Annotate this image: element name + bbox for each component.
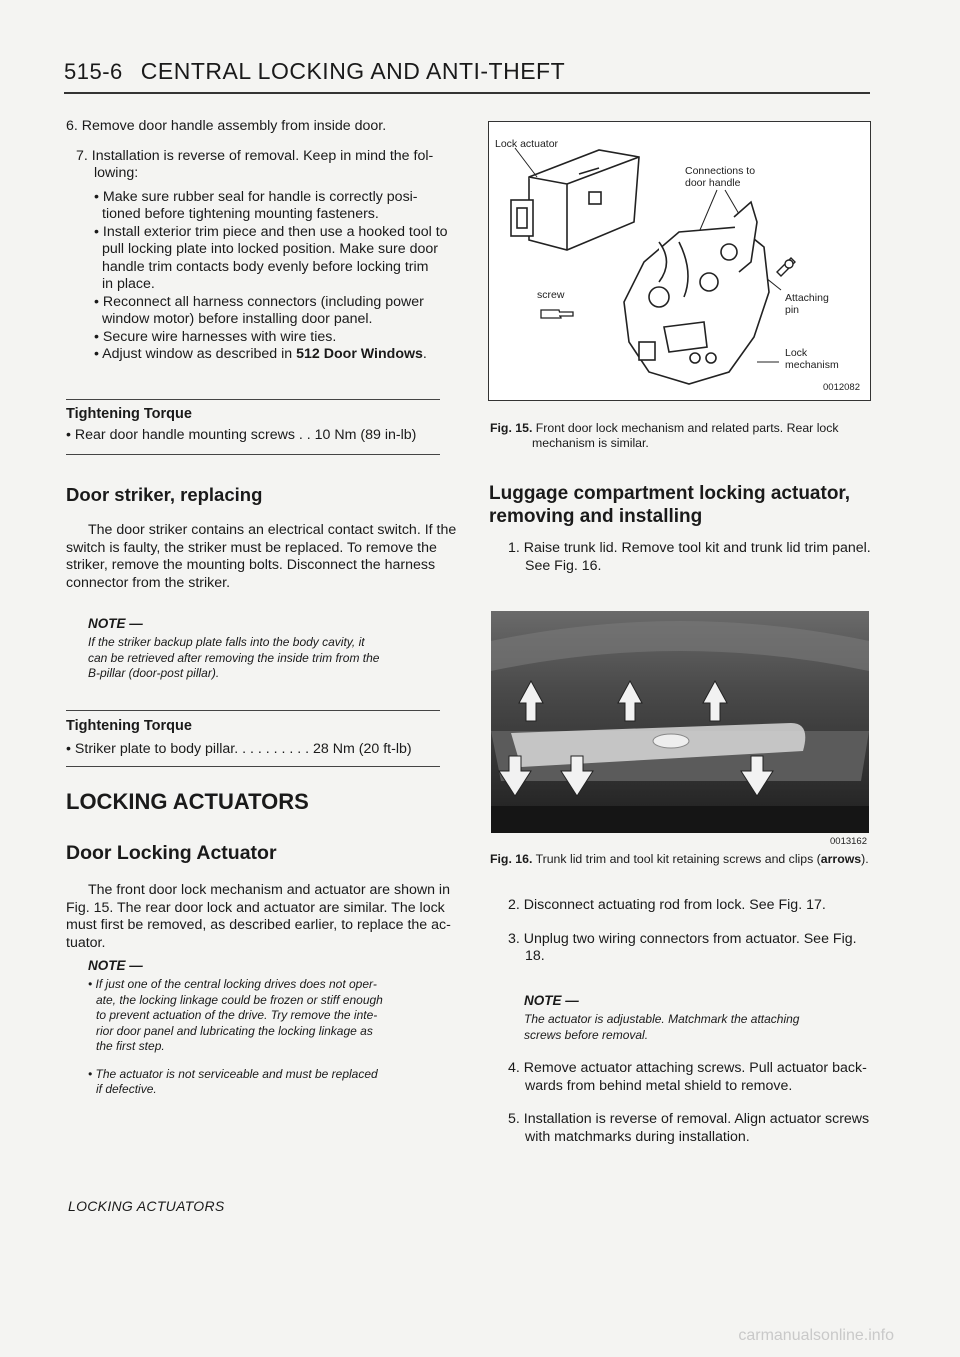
label-lock-line-1: Lock xyxy=(785,347,808,359)
note-2-a-line-3: to prevent actuation of the drive. Try remove the inte- xyxy=(96,1008,378,1022)
right-note-line-1: The actuator is adjustable. Matchmark the attaching xyxy=(524,1012,800,1026)
striker-line-3: striker, remove the mounting bolts. Disconnect the harness xyxy=(66,557,436,573)
figure-15 xyxy=(488,121,871,401)
note-2-a-line-5: the first step. xyxy=(96,1039,165,1053)
figure-16-label: Fig. 16. xyxy=(490,852,533,866)
figure-15-caption-line-2: mechanism is similar. xyxy=(532,436,649,450)
figure-15-caption-text: Front door lock mechanism and related parts. Rear lock xyxy=(532,421,839,435)
torque-2-title: Tightening Torque xyxy=(66,718,192,734)
striker-paragraph xyxy=(66,522,461,592)
page-header xyxy=(64,58,565,85)
torque-1-bottom-rule xyxy=(66,454,440,455)
label-connections-line-1: Connections to xyxy=(685,165,756,177)
striker-line-1: The door striker contains an electrical contact switch. If the xyxy=(88,522,457,538)
note-2-a-line-4: rior door panel and lubricating the locking linkage as xyxy=(96,1023,373,1038)
note-1-line-3: B-pillar (door-post pillar). xyxy=(88,666,220,680)
bullet-5-text: • Adjust window as described in xyxy=(94,346,297,362)
bullet-4: • Secure wire harnesses with wire ties. xyxy=(94,328,337,345)
dla-paragraph xyxy=(66,882,461,952)
figure-16-photo xyxy=(491,611,869,833)
step-3-line-2: 18. xyxy=(525,948,545,964)
torque-1-spec: • Rear door handle mounting screws . . 10 Nm (89 in-lb) xyxy=(66,427,417,443)
step-4-line-2: wards from behind metal shield to remove. xyxy=(525,1077,793,1094)
note-2-a-line-2: ate, the locking linkage could be frozen or stiff enough xyxy=(96,992,383,1007)
removal-steps xyxy=(66,118,456,364)
dla-line-3: must first be removed, as described earlier, to replace the ac- xyxy=(66,917,451,933)
figure-15-code: 0012082 xyxy=(823,382,860,393)
bullet-5-end: . xyxy=(422,346,427,362)
step-5-line-1: 5. Installation is reverse of removal. Align actuator screws xyxy=(508,1111,870,1127)
figure-15-caption-line-1 xyxy=(490,421,872,436)
bullet-2-line-3: handle trim contacts body evenly before locking trim xyxy=(102,258,429,275)
bullet-1-line-2: tioned before tightening mounting fasteners. xyxy=(102,206,379,222)
torque-2-bottom-rule xyxy=(66,766,440,767)
section-heading: LOCKING ACTUATORS xyxy=(66,789,309,814)
dla-line-1: The front door lock mechanism and actuator are shown in xyxy=(88,882,450,898)
step-7-line-2: lowing: xyxy=(94,165,139,181)
dla-line-2: Fig. 15. The rear door lock and actuator are similar. The lock xyxy=(66,899,445,916)
page-number: 515-6 xyxy=(64,59,123,84)
note-1-line-2: can be retrieved after removing the inside trim from the xyxy=(88,650,380,665)
bullet-1-line-1: • Make sure rubber seal for handle is correctly posi- xyxy=(94,188,418,205)
bullet-2-line-2: pull locking plate into locked position. Make sure door xyxy=(102,241,438,257)
step-3-line-1: 3. Unplug two wiring connectors from actuator. See Fig. xyxy=(508,930,857,947)
luggage-heading-line-1: Luggage compartment locking actuator, xyxy=(489,483,851,504)
label-lock-mechanism xyxy=(785,347,839,371)
note-1-line-1: If the striker backup plate falls into the body cavity, it xyxy=(88,635,365,649)
step-5-line-2: with matchmarks during installation. xyxy=(525,1128,750,1145)
label-attaching-line-2: pin xyxy=(785,304,800,316)
figure-15-label: Fig. 15. xyxy=(490,421,533,435)
figure-15-caption xyxy=(490,421,872,451)
figure-16-caption-text: Trunk lid trim and tool kit retaining screws and clips ( xyxy=(532,852,821,866)
striker-heading: Door striker, replacing xyxy=(66,484,263,505)
step-1-line-1: 1. Raise trunk lid. Remove tool kit and trunk lid trim panel. xyxy=(508,540,871,556)
bullet-5-ref: 512 Door Windows xyxy=(296,346,423,362)
note-2-heading: NOTE — xyxy=(88,958,143,973)
bullet-5 xyxy=(66,346,456,364)
right-note-heading: NOTE — xyxy=(524,993,579,1008)
label-connections xyxy=(685,165,755,189)
figure-16-caption-arrows: arrows xyxy=(820,852,862,866)
label-connections-line-2: door handle xyxy=(685,177,741,189)
step-6: 6. Remove door handle assembly from inside door. xyxy=(66,118,387,134)
bullet-3-line-2: window motor) before installing door panel. xyxy=(102,311,373,327)
striker-line-2: switch is faulty, the striker must be replaced. To remove the xyxy=(66,539,437,556)
right-note-line-2: screws before removal. xyxy=(524,1027,649,1042)
step-7-line-1: 7. Installation is reverse of removal. Keep in mind the fol- xyxy=(76,147,434,164)
bullet-3-line-1: • Reconnect all harness connectors (including power xyxy=(94,293,424,310)
note-1-heading: NOTE — xyxy=(88,616,143,631)
label-attaching-line-1: Attaching xyxy=(785,292,829,304)
chapter-title: CENTRAL LOCKING AND ANTI-THEFT xyxy=(140,58,566,84)
right-note-body xyxy=(524,1012,874,1043)
luggage-heading xyxy=(489,482,850,528)
step-2: 2. Disconnect actuating rod from lock. See Fig. 17. xyxy=(508,897,826,913)
step-1-line-2: See Fig. 16. xyxy=(525,557,602,574)
note-1-body xyxy=(88,635,428,682)
watermark: carmanualsonline.info xyxy=(738,1327,894,1344)
step-4-line-1: 4. Remove actuator attaching screws. Pull actuator back- xyxy=(508,1060,867,1076)
torque-2-top-rule xyxy=(66,710,440,711)
note-2-body xyxy=(88,977,428,1098)
figure-16-code: 0013162 xyxy=(830,836,867,847)
torque-1-top-rule xyxy=(66,399,440,400)
luggage-heading-line-2: removing and installing xyxy=(489,506,703,527)
page-footer: LOCKING ACTUATORS xyxy=(68,1198,225,1214)
label-attaching-pin xyxy=(785,292,829,316)
striker-line-4: connector from the striker. xyxy=(66,574,231,591)
luggage-steps-2 xyxy=(508,1060,880,1146)
note-2-a-line-1: • If just one of the central locking drives does not oper- xyxy=(88,977,377,991)
label-lock-line-2: mechanism xyxy=(785,359,839,371)
bullet-2-line-1: • Install exterior trim piece and then use a hooked tool to xyxy=(94,223,448,240)
luggage-steps xyxy=(508,897,878,966)
label-screw: screw xyxy=(537,289,565,301)
label-lock-actuator: Lock actuator xyxy=(495,138,559,150)
figure-16-caption xyxy=(490,852,872,867)
torque-1-title: Tightening Torque xyxy=(66,406,192,422)
header-rule xyxy=(64,92,870,94)
note-2-b-line-2: if defective. xyxy=(96,1082,157,1096)
dla-line-4: tuator. xyxy=(66,934,106,951)
torque-2-spec: • Striker plate to body pillar. . . . . . . . . . 28 Nm (20 ft-lb) xyxy=(66,741,412,757)
note-2-b-line-1: • The actuator is not serviceable and must be replaced xyxy=(88,1066,378,1081)
bullet-2-line-4: in place. xyxy=(102,276,155,292)
figure-16-caption-end: ). xyxy=(861,852,869,866)
trunk-lid-photo xyxy=(491,611,869,833)
door-locking-actuator-heading: Door Locking Actuator xyxy=(66,842,277,864)
luggage-step-1 xyxy=(508,540,878,575)
